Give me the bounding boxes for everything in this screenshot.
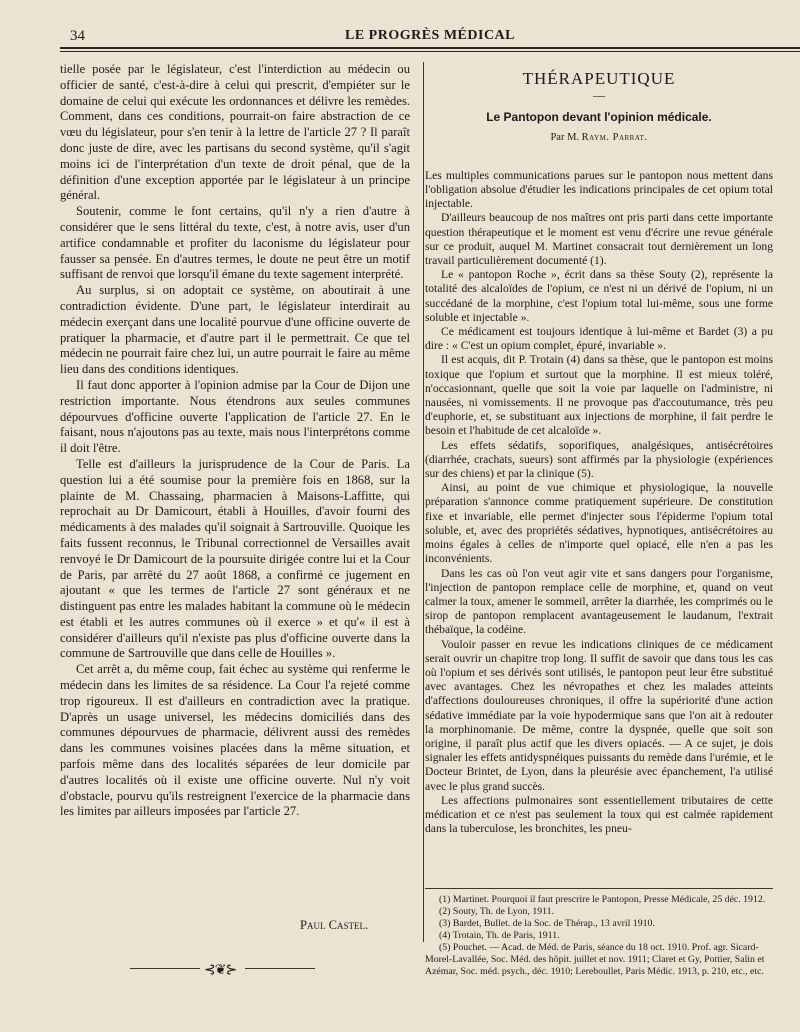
paragraph: tielle posée par le législateur, c'est l'interdiction au médecin ou officier de santé, c'est-à-dire à celui qui prescrit, d'empiéter sur le domaine de celui qui exécute les ordonnances et délivre les remèdes. Comment, dans ces conditions, pourrait-on faire abstraction de ce vœu du législateur, pour s'en tenir à la lettre de l'article 27 ? Il paraît donc juste de dire, avec les partisans du second système, qu'il s'agit moins ici de l'interprétation d'un texte de droit pénal, que de la définition d'une exception apportée par le législateur à un principe général. [60, 62, 410, 203]
paragraph: Il est acquis, dit P. Trotain (4) dans sa thèse, que le pantopon est moins toxique que l'opium et surtout que la morphine. Il est mieux toléré, n'occasionnant, quelle que soit la voie par laquelle on l'administre, ni nausées, ni vomissements. Il ne provoque pas d'accoutumance, très peu d'euphorie, et, se substituant aux injections de morphine, il fait perdre le besoin et l'habitude de cet alcaloïde ». [425, 353, 773, 438]
paragraph: Le « pantopon Roche », écrit dans sa thèse Souty (2), représente la totalité des alcaloïdes de l'opium, ce n'est ni un dérivé de l'opium, ni un succédané de la morphine, c'est l'opium total lui-même, sous une forme soluble et injectable ». [425, 268, 773, 324]
paragraph: Il faut donc apporter à l'opinion admise par la Cour de Dijon une restriction importante. Nous étendrons aux seules communes dépourvues d'officine ouverte l'application de l'article 27. En le faisant, nous n'ajoutons pas au texte, mais nous l'interprétons comme il doit l'être. [60, 377, 410, 456]
paragraph: Les affections pulmonaires sont essentiellement tributaires de cette médication et ce n'est pas seulement la toux qui est calmée rapidement dans la tuberculose, les bronchites, les pneu- [425, 793, 773, 836]
footnote: (3) Bardet, Bullet. de la Soc. de Thérap., 13 avril 1910. [439, 918, 655, 929]
paragraph: Ce médicament est toujours identique à lui-même et Bardet (3) a pu dire : « C'est un opium complet, épuré, invariable ». [425, 325, 773, 353]
header-rule-thin [60, 51, 800, 52]
header-rule [60, 47, 800, 49]
article-title: Le Pantopon devant l'opinion médicale. [486, 110, 712, 125]
paragraph: Dans les cas où l'on veut agir vite et sans dangers pour l'organisme, l'injection de pantopon remplace celle de morphine, et, quand on veut calmer la toux, amener le sommeil, arrêter la diarrhée, les comprimés ou le sirop de pantopon remplacent avantageusement le laudanum, l'extrait thébaïque, la codéine. [425, 566, 773, 637]
page-header [60, 24, 800, 48]
ornament-line-right [245, 968, 315, 969]
paragraph: Les effets sédatifs, soporifiques, analgésiques, antisécrétoires (diarrhée, crachats, sueurs) sont affirmés par la physiologie (expériences sur des chiens) et par la clinique (5). [425, 438, 773, 481]
paragraph: Ainsi, au point de vue chimique et physiologique, la nouvelle préparation s'annonce comme pratiquement supérieure. De constitution fixe et invariable, elle permet d'injecter sous l'épiderme l'opium total soluble, et, avec des propriétés sédatives, hypnotiques, antisécrétoires au moins égales à celles de n'importe quel opiacé, elle n'en a pas les inconvénients. [425, 481, 773, 566]
journal-title: LE PROGRÈS MÉDICAL [344, 28, 516, 43]
paragraph: Les multiples communications parues sur le pantopon nous mettent dans l'obligation absolue d'étudier les indications principales de cet opium total injectable. [425, 168, 773, 211]
paragraph: Au surplus, si on adoptait ce système, on aboutirait à une contradiction évidente. D'une part, le législateur interdirait au médecin exerçant dans une localité pourvue d'une officine ouverte de pratiquer la pharmacie, et d'autre part il le permettrait. Ce que tel médecin ne pourrait faire chez lui, un autre pourrait le faire au même lieu dans des conditions identiques. [60, 283, 410, 377]
ornament-line-left [130, 968, 200, 969]
right-column [425, 69, 773, 836]
footnote: (1) Martinet. Pourquoi il faut prescrire le Pantopon, Presse Médicale, 25 déc. 1912. [439, 894, 766, 905]
paragraph: Vouloir passer en revue les indications cliniques de ce médicament serait ouvrir un chapitre trop long. Il suffit de savoir que dans tous les cas où l'opium et ses dérivés sont utilisés, le pantopon peut leur être substitué avec avantages. Chez les névropathes et chez les malades atteints d'affections douloureuses chroniques, il offre la supériorité d'une action sédative immédiate par la voie hypodermique sans que l'on ait à redouter la morphinomanie. De même, contre la dyspnée, quelle que soit son origine, il paraît plus actif que les divers opiacés. — A ce sujet, je dois signaler les effets antidyspnéiques puissants du remède dans l'urémie, et le Docteur Brintet, de Lyon, dans la pleurésie avec épanchement, l'a utilisé avec le plus grand succès. [425, 637, 773, 793]
section-title: THÉRAPEUTIQUE [522, 69, 676, 88]
paragraph: Telle est d'ailleurs la jurisprudence de la Cour de Paris. La question lui a été soumise pour la première fois en 1868, sur la plainte de M. Chassaing, pharmacien à Maisons-Laffitte, qui reprochait au Dr Damicourt, établi à Houilles, d'avoir fourni des médicaments à des malades qu'il soignait à Sartrouville. Quoique les faits fussent reconnus, le Tribunal correctionnel de Versailles avait renvoyé le Dr Damicourt de la poursuite dirigée contre lui et la Cour de Paris, par arrêté du 27 août 1868, a confirmé ce jugement en ajoutant « que les termes de l'article 27 sont généraux et ne distinguent pas entre les malades habitant la commune où le médecin est établi et les autres communes où il exerce » et qu'« il est à considérer d'ailleurs qu'il n'existe pas plus d'officine ouverte dans la commune de Sartrouville que dans celle de Houilles ». [60, 456, 410, 661]
footnote: (4) Trotain, Th. de Paris, 1911. [439, 930, 560, 941]
paragraph: Cet arrêt a, du même coup, fait échec au système qui renferme le médecin dans les limites de sa résidence. La Cour l'a rejeté comme trop rigoureux. Il est d'ailleurs en contradiction avec la pratique. D'après un usage universel, les médecins domiciliés dans des communes dépourvues de pharmacie, délivrent aussi des remèdes dans les communes voisines placées dans la même situation, et parfois même dans des localités séparées de leur domicile par d'autres localités où il existe une officine ouverte. Nul n'y voit d'obstacle, pourvu qu'ils restreignent l'exercice de la pharmacie dans les limites par ailleurs imposées par l'article 27. [60, 662, 410, 819]
paragraph: Soutenir, comme le font certains, qu'il n'y a rien d'autre à considérer que le sens littéral du texte, c'est, à notre avis, user d'un artifice condamnable et profiter du laconisme du législateur pour fausser sa pensée. En d'autres termes, le doute ne peut être un motif suffisant de renvoi que lorsqu'il émane du texte sagement interprété. [60, 204, 410, 282]
byline-prefix: Par M. [550, 131, 580, 143]
column-divider [423, 62, 424, 942]
footnote-rule [425, 888, 773, 889]
page-number: 34 [70, 28, 85, 44]
footnote: (5) Pouchet. — Acad. de Méd. de Paris, séance du 18 oct. 1910. Prof. agr. Sicard-Morel-Lavallée, Soc. Méd. des hôpit. juillet et nov. 1911; Claret et Gy, Pottier, Salin et Azémar, Soc. méd. psych., déc. 1910; Lereboullet, Paris Médic. 1913, p. 210, etc., etc. [425, 942, 765, 977]
byline-author: Raym. Parrat. [581, 131, 648, 143]
footnotes [425, 894, 773, 978]
author-signature: Paul Castel. [300, 918, 369, 932]
footnote: (2) Souty, Th. de Lyon, 1911. [439, 906, 555, 917]
ornament-icon: ⊰❦⊱ [204, 963, 237, 978]
paragraph: D'ailleurs beaucoup de nos maîtres ont pris parti dans cette importante question thérapeutique et le moment est venu d'écrire une revue générale sur ce produit, auquel M. Martinet consacrait tout dernièrement un long travail particulièrement documenté (1). [425, 211, 773, 268]
left-column [60, 62, 410, 820]
byline [425, 131, 773, 145]
section-dash: — [593, 88, 605, 103]
